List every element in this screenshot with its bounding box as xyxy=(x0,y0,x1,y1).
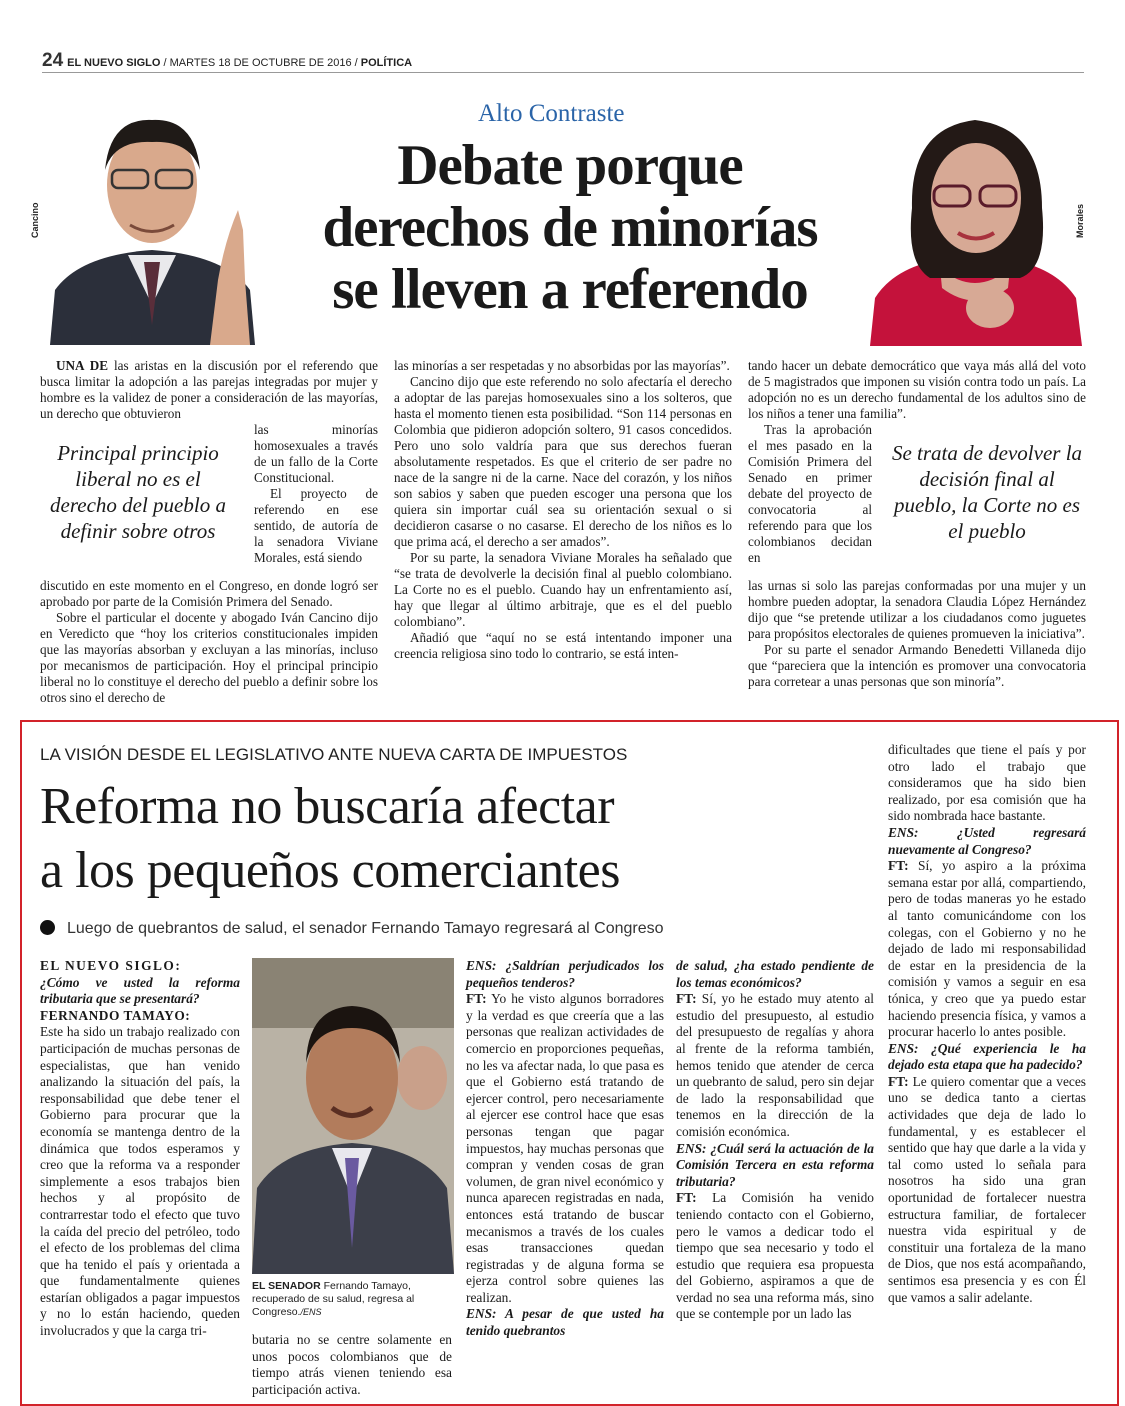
article-column-3-bottom xyxy=(748,578,1086,690)
publication-name: EL NUEVO SIGLO xyxy=(67,57,161,69)
lead-in: UNA DE xyxy=(56,358,109,373)
answer: dificultades que tiene el país y por otro lado el trabajo que consideramos que ha sido bien realizado, por esa comisión que ha sido nombrada hace bastante. xyxy=(888,742,1086,824)
article-column-1 xyxy=(40,358,378,422)
interview-headline xyxy=(40,775,820,903)
interview-column-3 xyxy=(466,958,664,1340)
article-column-3 xyxy=(748,358,1086,422)
paragraph: las aristas en la discusión por el referendo que busca limitar la adopción a las parejas integradas por mujer y hombre es la validez de poner a consideración de las mayorías, un derecho que obtuvieron xyxy=(40,358,378,421)
photo-cancino xyxy=(40,90,265,345)
speaker-label: EL NUEVO SIGLO: xyxy=(40,958,182,973)
pull-quote-left: Principal principio liberal no es el derecho del pueblo a definir sobre otros xyxy=(50,441,226,543)
subhead-text: Luego de quebrantos de salud, el senador Fernando Tamayo regresará al Congreso xyxy=(67,920,664,937)
question: ENS: ¿Usted regresará nuevamente al Congreso? xyxy=(888,824,1086,857)
caption-text: Fernando Tamayo, recuperado de su salud, regresa al Congreso. xyxy=(252,1280,415,1318)
main-headline xyxy=(250,135,890,321)
speaker-label: FT: xyxy=(466,991,487,1007)
speaker-label: FT: xyxy=(888,858,909,874)
speaker-label: FERNANDO TAMAYO: xyxy=(40,1007,191,1023)
answer: Este ha sido un trabajo realizado con participación de muchas personas de especialistas, que han venido analizando la situación del país, la responsabilidad que debe tener el Gobierno para procurar que la economía se mantenga dentro de la dinámica que todos esperamos y creo que la reforma va a responder simplemente a esos trabajos bien hechos y al propósito de contrarrestar todo el efecto que tuvo la caída del precio del petróleo, todo el efecto de los problemas del clima que ha tenido el país y orientada a que fundamentalmente quienes estarían obligados a pagar impuestos y no lo están haciendo, queden involucrados y que la carga tri- xyxy=(40,1024,240,1339)
answer: butaria no se centre solamente en unos pocos colombianos que de tiempo atrás vienen teniendo esa participación activa. xyxy=(252,1332,452,1397)
pull-quote-right: Se trata de devolver la decisión final al pueblo, la Corte no es el pueblo xyxy=(891,441,1083,543)
caption-credit: /ENS xyxy=(300,1307,322,1317)
bullet-dot-icon xyxy=(40,920,55,935)
question: ENS: A pesar de que usted ha tenido quebrantos xyxy=(466,1306,664,1339)
headline-line: Reforma no buscaría afectar xyxy=(40,778,615,835)
paragraph: Añadió que “aquí no se está intentando imponer una creencia religiosa sino todo lo contrario, se está inten- xyxy=(394,630,732,661)
article-column-1-bottom xyxy=(40,578,378,706)
interview-column-2 xyxy=(252,1332,452,1398)
page-folio xyxy=(42,50,412,72)
article-kicker: Alto Contraste xyxy=(478,100,625,127)
paragraph: las minorías homosexuales a través de un fallo de la Corte Constitucional. xyxy=(254,422,378,485)
paragraph: El proyecto de referendo en ese sentido, de autoría de la senadora Viviane Morales, está siendo xyxy=(254,486,378,565)
speaker-label: FT: xyxy=(676,991,697,1007)
question: ENS: ¿Qué experiencia le ha dejado esta etapa que ha padecido? xyxy=(888,1040,1086,1073)
photo-credit-cancino: Cancino xyxy=(30,202,40,238)
caption-lead: EL SENADOR xyxy=(252,1280,321,1292)
header-rule xyxy=(42,72,1084,73)
question: ENS: ¿Saldrían perjudicados los pequeños tenderos? xyxy=(466,958,664,990)
photo-credit-morales: Morales xyxy=(1075,203,1085,238)
headline-line: se lleven a referendo xyxy=(332,258,808,321)
page-number: 24 xyxy=(42,50,64,71)
paragraph: discutido en este momento en el Congreso, en donde logró ser aprobado por parte de la Comisión Primera del Senado. xyxy=(40,578,378,609)
interview-subhead xyxy=(40,920,664,938)
article-column-2 xyxy=(394,358,732,662)
interview-column-5 xyxy=(888,742,1086,1306)
interview-column-1 xyxy=(40,958,240,1340)
paragraph: Tras la aprobación el mes pasado en la Comisión Primera del Senado en primer debate del proyecto de convocatoria al referendo para que los colombianos decidan en xyxy=(748,422,872,565)
photo-morales xyxy=(870,98,1086,346)
paragraph: las minorías a ser respetadas y no absorbidas por las mayorías”. xyxy=(394,358,730,373)
interview-column-4 xyxy=(676,958,874,1323)
question: ENS: ¿Cuál será la actuación de la Comisión Tercera en esta reforma tributaria? xyxy=(676,1140,874,1189)
paragraph: Por su parte, la senadora Viviane Morales ha señalado que “se trata de devolverle la decisión final al pueblo colombiano. La Corte no es el pueblo. Cuando hay un enfrentamiento así, hay que llegar al último arbitraje, que es el del pueblo colombiano”. xyxy=(394,550,732,629)
article-column-3-narrow xyxy=(748,422,872,566)
paragraph: las urnas si solo las parejas conformadas por una mujer y un hombre pueden adoptar, la senadora Claudia López Hernández dijo que “se pretende utilizar a los ciudadanos como juguetes para propósitos electorales de quienes promueven la iniciativa”. xyxy=(748,578,1086,641)
paragraph: Sobre el particular el docente y abogado Iván Cancino dijo en Veredicto que “hoy los criterios constitucionales impiden que las mayorías absorban y excluyan a las minorías, incluso por mecanismos de participación. Hoy el principal principio liberal no lo constituye el derecho del pueblo a definir sobre los otros sino el derecho de xyxy=(40,610,378,705)
photo-caption xyxy=(252,1280,454,1319)
answer: Sí, yo he estado muy atento al estudio del presupuesto, al estudio del presupuesto de regalías y ahora al frente de la reforma también, hemos tenido que atender de cerca un quebranto de salud, pero sin dejar de lado la responsabilidad que tenemos en la dirección de la comisión económica. xyxy=(676,991,874,1139)
speaker-label: FT: xyxy=(676,1190,697,1206)
answer: Yo he visto algunos borradores y la verdad es que creería que a las personas que realizan actividades de comercio en proporciones pequeñas, no les va afectar nada, lo que pasa es que el Gobierno está tratando de ejercer control, pero necesariamente al ejercer ese control hace que esas personas tengan que pagar impuestos, hay muchas personas que compran y venden cosas de gran volumen, de gran nivel económico y nunca aparecen registradas en nada, entonces está tratando de buscar mecanismos a través de los cuales esas transacciones quedan registradas y de alguna forma se ejerza control sobre quienes las realizan. xyxy=(466,991,664,1305)
paragraph: tando hacer un debate democrático que vaya más allá del voto de 5 magistrados que imponen su visión contra todo un país. La adopción no es un derecho fundamental de los adultos sino de los niños a tener una familia”. xyxy=(748,358,1086,421)
headline-line: derechos de minorías xyxy=(322,196,818,259)
article-column-1-narrow xyxy=(254,422,378,566)
date-line: / MARTES 18 DE OCTUBRE DE 2016 / xyxy=(160,57,361,69)
interview-supra: LA VISIÓN DESDE EL LEGISLATIVO ANTE NUEVA CARTA DE IMPUESTOS xyxy=(40,745,628,764)
paragraph: Cancino dijo que este referendo no solo afectaría el derecho a adoptar de las parejas homosexuales sino a los solteros, que hasta el momento tienen esta posibilidad. “Son 114 personas en Colombia que pidieron adopción soltero, 91 casos concedidos. Pero uno solo valdría para que sus derechos fueran absolutamente respetados. Es que el criterio de ser padre no nace de la sangre ni de la carne. Nace del corazón, y los niños son sabios y saben que pueden escoger una persona que los quiera sin importar cuál sea su orientación sexual o si decidieron casarse o no casarse. El derecho de los niños es lo que prima acá, el derecho a ser amados”. xyxy=(394,374,732,549)
photo-tamayo xyxy=(252,958,454,1274)
headline-line: a los pequeños comerciantes xyxy=(40,842,620,899)
headline-line: Debate porque xyxy=(397,134,743,197)
answer: Le quiero comentar que a veces uno se dedica tanto a ciertas actividades que deja de lado lo fundamental, y es establecer el sentido que hay que darle a la vida y tal como usted lo señala para nosotros ha sido una gran oportunidad de fortalecer nuestra estructura familiar, de fortalecer nuestra vida espiritual y de constituir una fortaleza de la mano de Dios, que nos está acompañando, sentimos esa presencia y es con Él que vamos a salir adelante. xyxy=(888,1073,1086,1305)
answer: Sí, yo aspiro a la próxima semana estar por allá, compartiendo, pero de todas maneras yo he estado al tanto comunicándome con los colegas, con el Gobierno y no he dejado de lado mi responsabilidad de estar en la presidencia de la comisión y vamos a seguir en esa tónica, y creo que ya puedo estar haciendo presencia física, y vamos a procurar hacerlo lo antes posible. xyxy=(888,858,1086,1040)
question: ¿Cómo ve usted la reforma tributaria que se presentará? xyxy=(40,974,240,1007)
speaker-label: FT: xyxy=(888,1073,909,1089)
section-name: POLÍTICA xyxy=(360,57,413,69)
answer: La Comisión ha venido teniendo contacto con el Gobierno, pero le vamos a dedicar todo el tiempo que sea necesario y todo el estudio que requiera esa propuesta del Gobierno, aspiramos a que de verdad no sea una reforma más, sino que se contemple por un lado las xyxy=(676,1190,874,1322)
question: de salud, ¿ha estado pendiente de los temas económicos? xyxy=(676,958,874,990)
paragraph: Por su parte el senador Armando Benedetti Villaneda dijo que “pareciera que la intención es promover una convocatoria para corretear a unas personas que son minoría”. xyxy=(748,642,1086,689)
